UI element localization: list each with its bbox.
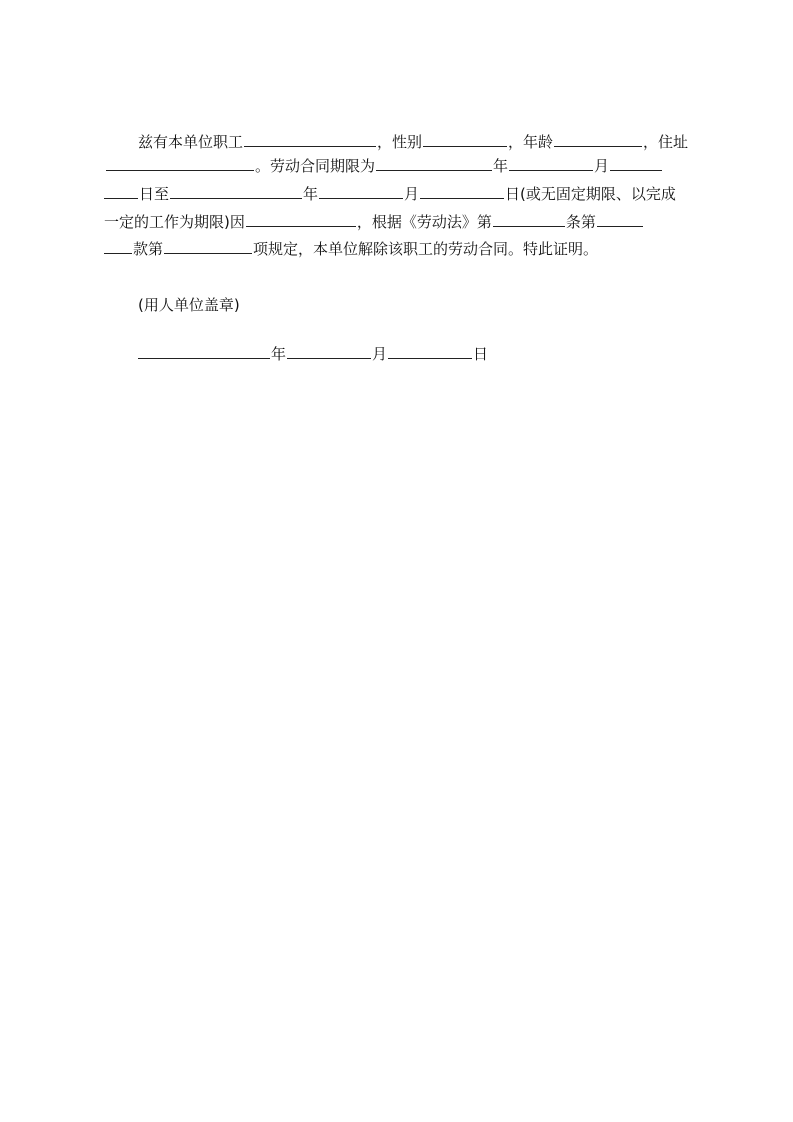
date-month-blank[interactable] — [287, 343, 371, 359]
body-line-1 — [104, 130, 738, 154]
text-year-2: 年 — [303, 185, 319, 203]
body-line-3 — [104, 182, 704, 206]
body-line-4 — [104, 210, 704, 234]
body-line-2 — [104, 154, 704, 178]
text-day-or-indefinite: 日(或无固定期限、以完成 — [505, 185, 676, 203]
gender-blank[interactable] — [423, 131, 507, 147]
article-blank[interactable] — [493, 211, 565, 227]
reason-blank[interactable] — [246, 211, 356, 227]
employee-name-blank[interactable] — [244, 131, 376, 147]
end-day-blank[interactable] — [420, 183, 504, 199]
seal-line — [104, 293, 738, 317]
text-employee-intro: 兹有本单位职工 — [138, 133, 244, 151]
text-age-label: ，年龄 — [508, 133, 554, 151]
start-day-blank[interactable] — [610, 155, 662, 171]
start-year-blank[interactable] — [376, 155, 492, 171]
clause-blank[interactable] — [597, 211, 643, 227]
body-line-5 — [104, 237, 704, 261]
text-date-day: 日 — [473, 345, 489, 363]
text-date-month: 月 — [372, 345, 388, 363]
start-day-blank-cont[interactable] — [104, 183, 138, 199]
text-to: 日至 — [139, 185, 170, 203]
text-gender-label: ，性别 — [377, 133, 423, 151]
text-month-1: 月 — [594, 157, 610, 175]
end-year-blank[interactable] — [170, 183, 302, 199]
seal-note: (用人单位盖章) — [138, 296, 240, 314]
text-month-2: 月 — [404, 185, 420, 203]
item-blank[interactable] — [164, 238, 252, 254]
text-contract-term: 。劳动合同期限为 — [255, 157, 376, 175]
text-labor-law-article: ，根据《劳动法》第 — [356, 213, 492, 231]
text-paragraph-label: 款第 — [133, 240, 164, 258]
text-clause-label: 条第 — [565, 213, 596, 231]
age-blank[interactable] — [554, 131, 642, 147]
text-date-year: 年 — [271, 345, 287, 363]
date-year-blank[interactable] — [138, 343, 270, 359]
date-line — [104, 342, 738, 366]
address-blank[interactable] — [106, 155, 254, 171]
text-year-1: 年 — [493, 157, 509, 175]
text-termination-statement: 项规定，本单位解除该职工的劳动合同。特此证明。 — [253, 240, 599, 258]
date-day-blank[interactable] — [388, 343, 472, 359]
text-address-label: ，住址 — [643, 133, 689, 151]
start-month-blank[interactable] — [509, 155, 593, 171]
clause-blank-cont[interactable] — [104, 238, 132, 254]
text-task-term-reason: 一定的工作为期限)因 — [104, 213, 245, 231]
end-month-blank[interactable] — [319, 183, 403, 199]
